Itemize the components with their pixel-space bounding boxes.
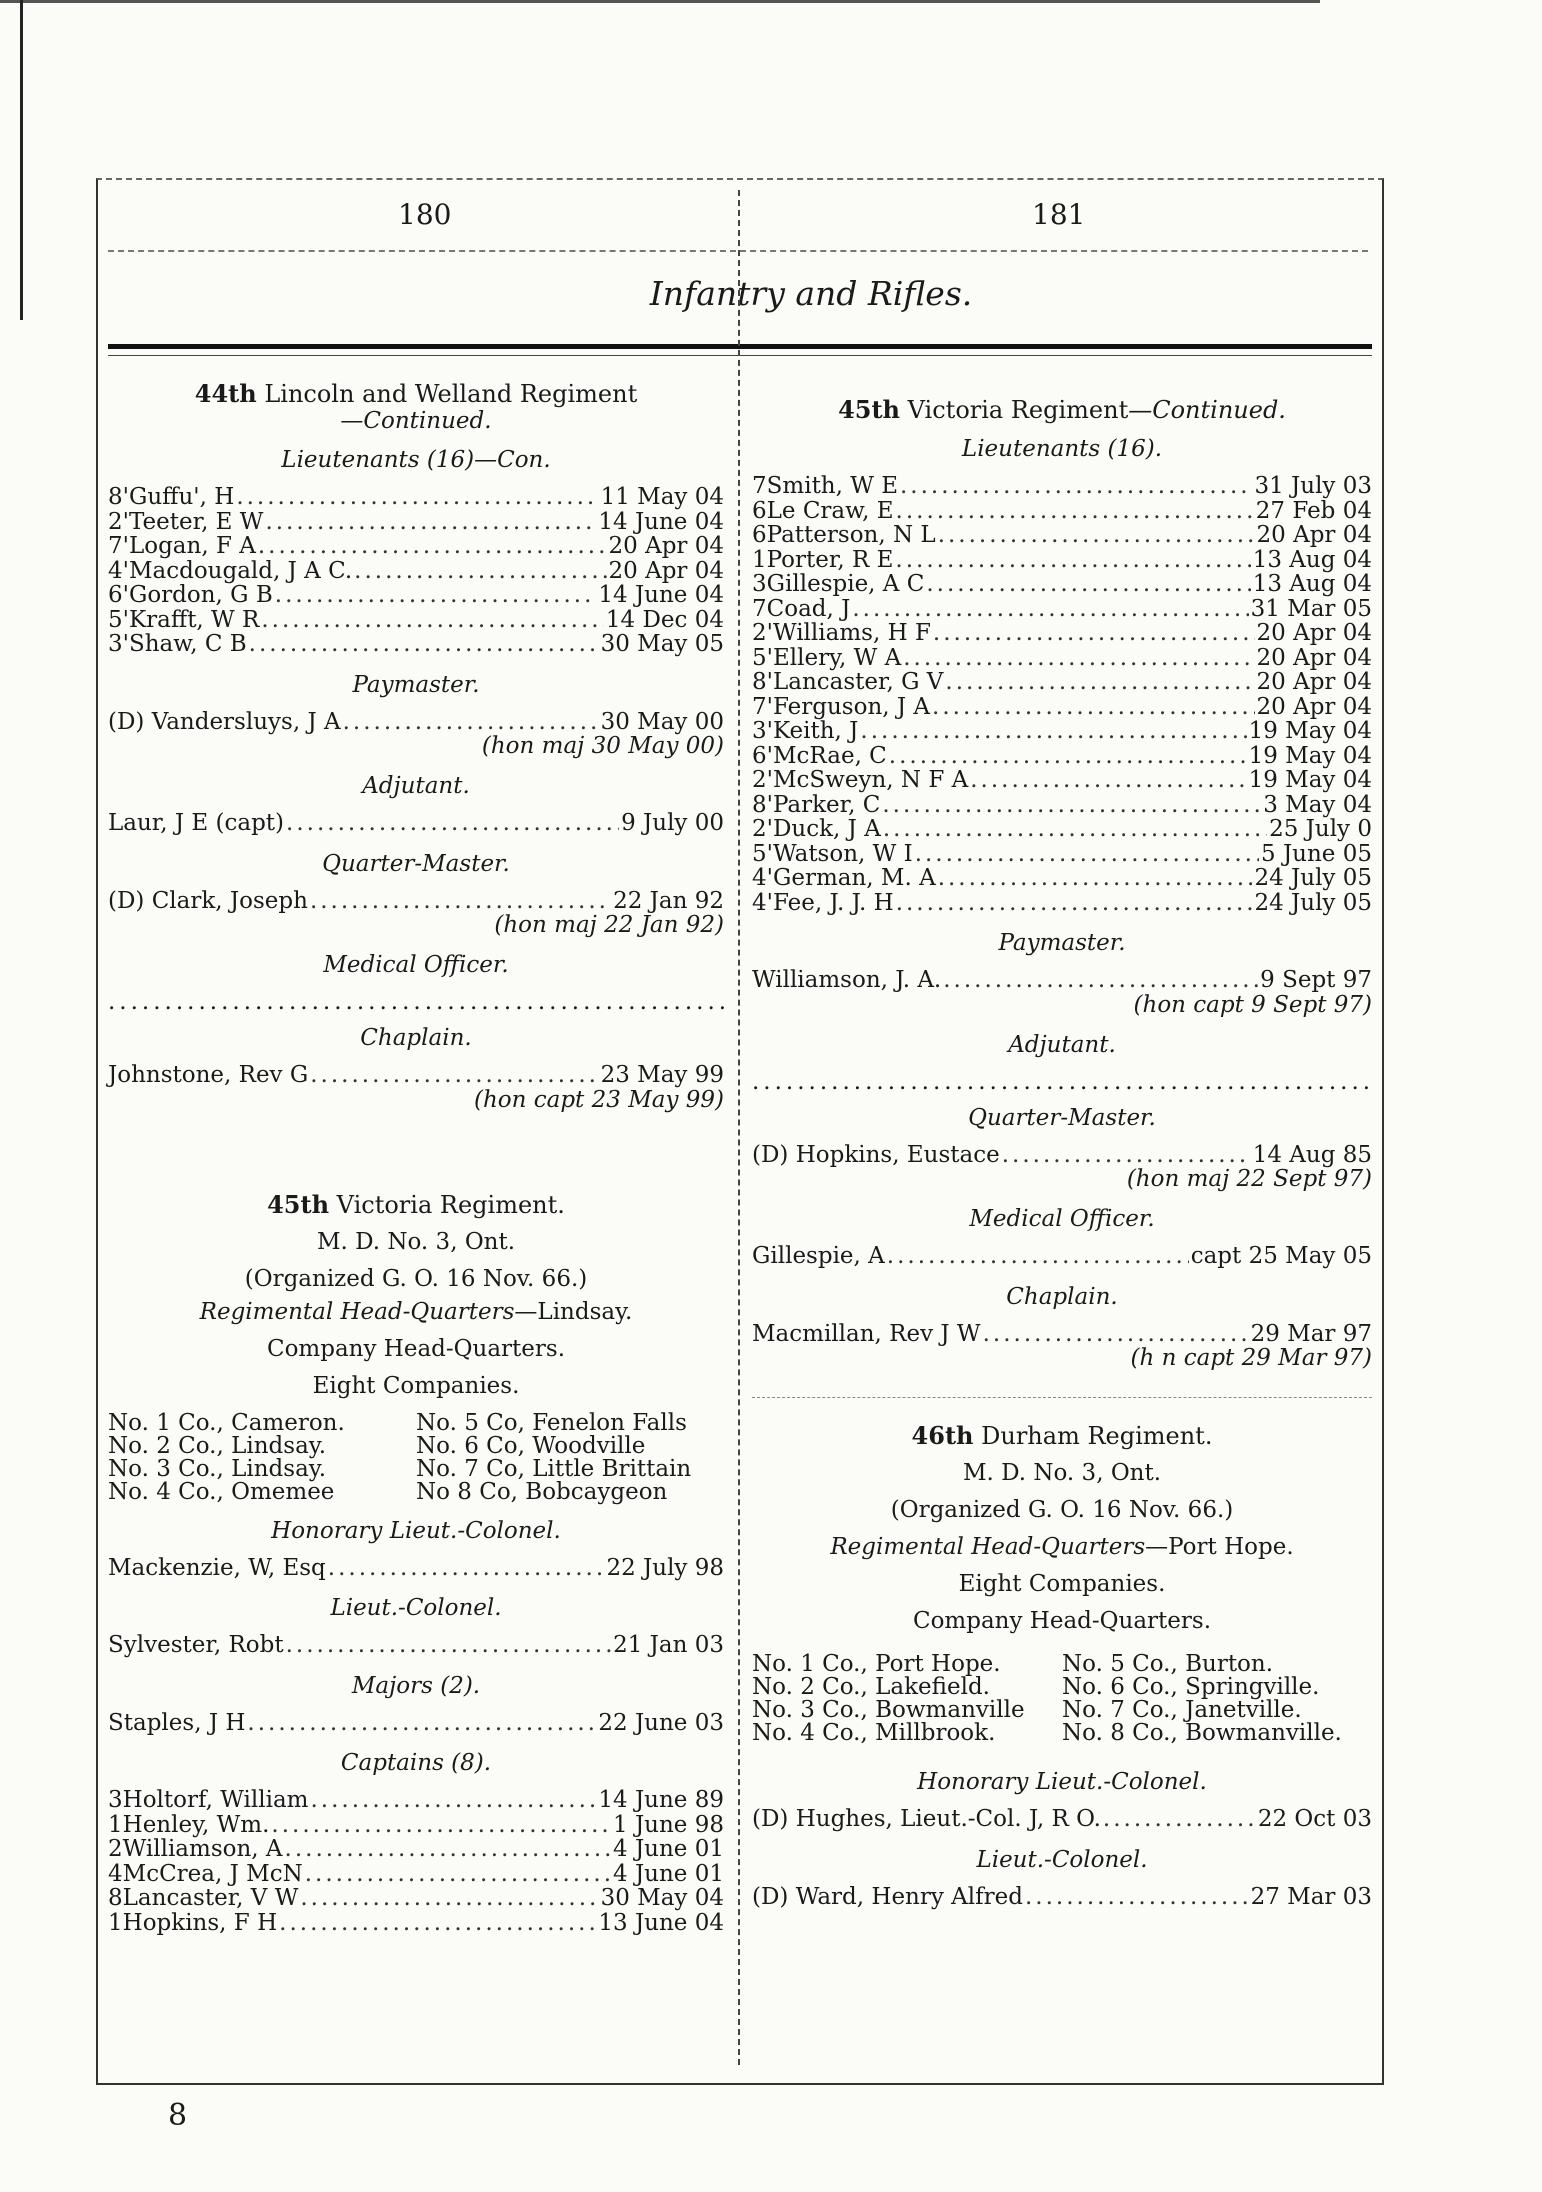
entry-name: 'Duck, J A [766, 816, 881, 842]
company-number: 2 [108, 1836, 123, 1862]
list-row [752, 595, 1372, 623]
entry-name: 'Lancaster, G V [766, 669, 944, 695]
company-number: 2 [752, 767, 767, 793]
company-number: 8 [108, 1885, 123, 1911]
reg45c-medical-heading: Medical Officer. [969, 1206, 1155, 1232]
left-column [108, 379, 724, 1936]
reg44-paymaster-heading: Paymaster. [352, 671, 480, 698]
reg44-chaplain-sub: (hon capt 23 May 99) [473, 1086, 724, 1113]
company-entry: No. 5 Co., Burton. [1062, 1651, 1274, 1677]
entry-date: 25 July 0 [1269, 816, 1372, 842]
reg45-majors-heading: Majors (2). [351, 1672, 481, 1699]
entry-date: 23 May 99 [600, 1062, 724, 1088]
entry-name: Mackenzie, W, Esq [108, 1554, 326, 1581]
company-entry: No. 1 Co., Cameron. [108, 1409, 345, 1436]
company-number: 3 [752, 571, 767, 597]
entry-name: 'McRae, C [766, 742, 887, 769]
reg45-captains-list [108, 1789, 724, 1936]
list-row [752, 791, 1372, 819]
entry-name: Laur, J E (capt) [108, 810, 285, 836]
entry-name: McCrea, J McN [122, 1860, 303, 1887]
company-number: 7 [108, 533, 123, 559]
company-number: 5 [108, 606, 123, 633]
entry-date: 13 Aug 04 [1252, 546, 1372, 573]
entry-date: 27 Feb 04 [1255, 497, 1372, 524]
list-row [752, 573, 1372, 598]
list-row [108, 1909, 724, 1937]
company-number: 5 [752, 644, 767, 671]
reg45c-name: Victoria Regiment [907, 396, 1129, 424]
entry-name: 'Krafft, W R [122, 606, 260, 633]
entry-name: 'Shaw, C B [122, 631, 247, 657]
list-row [108, 584, 724, 609]
company-entry: No. 2 Co., Lakefield. [752, 1674, 990, 1700]
entry-date: 31 July 03 [1254, 473, 1372, 499]
list-row [108, 1860, 724, 1888]
entry-name: 'German, M. A [766, 865, 936, 891]
list-row [108, 557, 724, 585]
entry-name: 'Guffu', H [122, 484, 235, 510]
entry-name: Gillespie, A [752, 1243, 885, 1269]
list-row [108, 1789, 724, 1814]
entry-date: 20 Apr 04 [1256, 620, 1372, 646]
entry-name: 'Parker, C [766, 791, 881, 818]
list-row [752, 742, 1372, 770]
entry-date: 14 June 04 [598, 508, 724, 535]
entry-name: (D) Ward, Henry Alfred [752, 1883, 1023, 1910]
list-row [752, 867, 1372, 892]
company-entry: No. 2 Co., Lindsay. [108, 1432, 327, 1459]
reg46-number: 46th [911, 1421, 974, 1450]
reg46-company-hq: Company Head-Quarters. [912, 1608, 1212, 1634]
reg45-lc-heading: Lieut.-Colonel. [330, 1595, 502, 1621]
reg45-hon-lc-row [108, 1554, 724, 1582]
company-number: 2 [752, 620, 767, 646]
list-row [752, 524, 1372, 549]
page-number-left: 180 [398, 198, 452, 231]
list-row [108, 1838, 724, 1863]
entry-date: 5 June 05 [1261, 840, 1372, 867]
entry-date: 9 July 00 [621, 810, 724, 836]
company-entry: No. 4 Co., Omemee [108, 1478, 335, 1505]
list-row [108, 606, 724, 634]
entry-name: Holtorf, William [122, 1787, 309, 1813]
list-row [752, 475, 1372, 500]
entry-date: 14 Aug 85 [1252, 1141, 1372, 1168]
reg44-continued: —Continued. [340, 408, 492, 434]
entry-date: 30 May 04 [600, 1885, 724, 1911]
reg45c-chaplain-heading: Chaplain. [1006, 1283, 1118, 1310]
reg44-number: 44th [194, 379, 257, 408]
list-row [752, 889, 1372, 917]
company-entry: No. 1 Co., Port Hope. [752, 1651, 1001, 1677]
entry-name: Williamson, A [122, 1836, 283, 1862]
company-entry: No. 6 Co., Springville. [1062, 1674, 1320, 1700]
reg45c-adjutant-blank [752, 1071, 1372, 1091]
entry-name: Porter, R E [766, 546, 894, 573]
reg45c-paymaster-sub: (hon capt 9 Sept 97) [1133, 991, 1372, 1018]
reg45-captains-heading: Captains (8). [340, 1750, 492, 1776]
entry-date: 20 Apr 04 [1256, 522, 1372, 548]
reg44-lieutenants-list [108, 486, 724, 658]
reg46-hon-lc-heading: Honorary Lieut.-Colonel. [917, 1769, 1207, 1795]
list-row [108, 1709, 724, 1737]
entry-date: 20 Apr 04 [1256, 693, 1372, 720]
entry-date: 31 Mar 05 [1250, 595, 1372, 622]
column-divider [738, 190, 741, 2065]
entry-name: Smith, W E [766, 473, 898, 499]
list-row [752, 622, 1372, 647]
reg46-name: Durham Regiment. [981, 1422, 1213, 1450]
reg45c-qm-sub: (hon maj 22 Sept 97) [1126, 1166, 1372, 1192]
entry-date: 20 Apr 04 [608, 533, 724, 559]
entry-date: 4 June 01 [613, 1836, 724, 1862]
entry-date: 29 Mar 97 [1250, 1320, 1372, 1347]
company-number: 2 [108, 508, 123, 535]
entry-date: 1 June 98 [613, 1811, 724, 1838]
top-scan-line [0, 0, 1320, 3]
reg45c-chaplain-row [752, 1320, 1372, 1348]
entry-name: 'Ferguson, J A [766, 693, 931, 720]
reg44-qm-row [108, 887, 724, 915]
reg45c-lieutenants-list [752, 475, 1372, 916]
entry-name: Williamson, J. A. [752, 967, 942, 993]
company-entry: No. 7 Co., Janetville. [1062, 1697, 1302, 1723]
company-entry: No 8 Co, Bobcaygeon [416, 1478, 668, 1505]
reg45-lc-row [108, 1634, 724, 1659]
company-entry: No. 3 Co., Bowmanville [752, 1697, 1025, 1723]
entry-date: 11 May 04 [600, 484, 724, 510]
entry-date: 22 July 98 [606, 1554, 724, 1581]
hq-place: —Lindsay. [514, 1298, 633, 1325]
reg44-paymaster-sub: (hon maj 30 May 00) [481, 733, 724, 759]
company-number: 6 [108, 582, 123, 608]
list-row [752, 644, 1372, 672]
reg45c-qm-row [752, 1141, 1372, 1169]
reg46-md: M. D. No. 3, Ont. [962, 1460, 1162, 1486]
reg45-name: Victoria Regiment. [336, 1190, 565, 1219]
list-row [752, 693, 1372, 721]
entry-date: 20 Apr 04 [1256, 669, 1372, 695]
entry-date: 14 June 89 [598, 1787, 724, 1813]
company-number: 2 [752, 816, 767, 842]
list-row [108, 1811, 724, 1839]
left-scan-bar [20, 0, 23, 320]
entry-date: 19 May 04 [1248, 767, 1372, 793]
company-number: 4 [108, 557, 123, 584]
reg46-organized: (Organized G. O. 16 Nov. 66.) [890, 1497, 1234, 1523]
entry-date: 19 May 04 [1248, 718, 1372, 744]
entry-date: 30 May 00 [600, 708, 724, 735]
company-number: 6 [752, 497, 767, 524]
entry-name: (D) Hopkins, Eustace [752, 1141, 1000, 1168]
reg45-organized: (Organized G. O. 16 Nov. 66.) [244, 1265, 588, 1292]
reg45c-continued: —Continued. [1128, 396, 1286, 424]
reg44-title [108, 379, 724, 408]
entry-date: 20 Apr 04 [608, 557, 724, 584]
entry-name: (D) Hughes, Lieut.-Col. J, R O. [752, 1806, 1101, 1832]
company-number: 7 [752, 595, 767, 622]
entry-date: capt 25 May 05 [1190, 1243, 1372, 1269]
entry-name: Johnstone, Rev G [108, 1062, 309, 1088]
company-number: 4 [752, 865, 767, 891]
reg45c-paymaster-row [752, 969, 1372, 994]
reg44-paymaster-row [108, 708, 724, 736]
list-row [752, 818, 1372, 843]
list-row [108, 633, 724, 658]
reg46-companies-label: Eight Companies. [958, 1571, 1166, 1597]
reg45c-adjutant-heading: Adjutant. [1008, 1031, 1116, 1058]
entry-name: Coad, J [766, 595, 851, 622]
reg44-qm-heading: Quarter-Master. [322, 850, 510, 877]
reg44-qm-sub: (hon maj 22 Jan 92) [494, 912, 724, 938]
reg46-companies-grid [752, 1653, 1372, 1745]
reg46-lc-row [752, 1883, 1372, 1911]
reg45-md: M. D. No. 3, Ont. [316, 1228, 516, 1255]
entry-name: Patterson, N L [766, 522, 936, 548]
entry-date: 13 Aug 04 [1252, 571, 1372, 597]
reg45-companies-grid [108, 1409, 724, 1505]
reg44-medical-heading: Medical Officer. [323, 952, 509, 978]
entry-name: 'Fee, J. J. H [766, 889, 894, 916]
entry-name: Gillespie, A C [766, 571, 925, 597]
entry-name: Henley, Wm. [122, 1811, 270, 1838]
entry-date: 14 June 04 [598, 582, 724, 608]
reg45-number: 45th [267, 1189, 330, 1219]
entry-name: 'Williams, H F [766, 620, 931, 646]
reg44-adjutant-heading: Adjutant. [362, 773, 470, 799]
reg46-title [752, 1421, 1372, 1450]
entry-name: 'McSweyn, N F A [766, 767, 969, 793]
company-entry: No. 8 Co., Bowmanville. [1062, 1720, 1342, 1746]
entry-date: 24 July 05 [1254, 865, 1372, 891]
company-number: 4 [752, 889, 767, 916]
reg45c-medical-row [752, 1245, 1372, 1270]
entry-date: 21 Jan 03 [613, 1632, 724, 1658]
company-number: 8 [752, 791, 767, 818]
reg45c-number: 45th [838, 395, 900, 424]
hq-label: Regimental Head-Quarters [830, 1534, 1146, 1560]
entry-date: 20 Apr 04 [1256, 644, 1372, 671]
reg46-hq [752, 1536, 1372, 1559]
company-number: 3 [752, 718, 767, 744]
entry-name: 'Teeter, E W [122, 508, 264, 535]
entry-date: 22 Jan 92 [613, 887, 724, 914]
reg44-name: Lincoln and Welland Regiment [264, 380, 638, 408]
company-number: 8 [108, 484, 123, 510]
entry-name: 'Logan, F A [122, 533, 256, 559]
reg45-hon-lc-heading: Honorary Lieut.-Colonel. [271, 1517, 561, 1544]
reg45-majors-list [108, 1709, 724, 1737]
company-number: 1 [108, 1811, 123, 1838]
entry-date: 22 Oct 03 [1257, 1806, 1372, 1832]
list-row [108, 508, 724, 536]
reg45c-chaplain-sub: (h n capt 29 Mar 97) [1130, 1345, 1372, 1371]
reg44-medical-blank [108, 991, 724, 1011]
company-number: 7 [752, 473, 767, 499]
company-entry: No. 4 Co., Millbrook. [752, 1720, 996, 1746]
reg44-chaplain-heading: Chaplain. [360, 1025, 472, 1051]
entry-name: (D) Vandersluys, J A [108, 708, 341, 735]
entry-date: 13 June 04 [598, 1909, 724, 1936]
entry-date: 27 Mar 03 [1250, 1883, 1372, 1910]
entry-name: Hopkins, F H [122, 1909, 278, 1936]
company-number: 3 [108, 1787, 123, 1813]
list-row [108, 1887, 724, 1912]
right-column [752, 395, 1372, 1910]
entry-name: 'Gordon, G B [122, 582, 273, 608]
section-separator [752, 1371, 1372, 1398]
list-row [108, 535, 724, 560]
reg45-hq [108, 1298, 724, 1325]
entry-name: Le Craw, E [766, 497, 894, 524]
footer-mark: 8 [168, 2098, 188, 2133]
company-number: 5 [752, 840, 767, 867]
entry-date: 14 Dec 04 [605, 606, 724, 633]
list-row [752, 720, 1372, 745]
list-row [752, 671, 1372, 696]
reg44-adjutant-row [108, 812, 724, 837]
reg45-title [108, 1189, 724, 1219]
entry-date: 4 June 01 [613, 1860, 724, 1887]
company-entry: No. 5 Co, Fenelon Falls [416, 1409, 687, 1436]
entry-name: 'Watson, W I [766, 840, 913, 867]
entry-name: Lancaster, V W [122, 1885, 299, 1911]
list-row [752, 546, 1372, 574]
reg45c-lieut-heading: Lieutenants (16). [961, 436, 1163, 462]
reg46-hon-lc-row [752, 1808, 1372, 1833]
company-entry: No. 6 Co, Woodville [416, 1432, 646, 1459]
reg45c-qm-heading: Quarter-Master. [968, 1104, 1156, 1131]
entry-name: 'Macdougald, J A C. [122, 557, 353, 584]
company-number: 7 [752, 693, 767, 720]
reg45-company-hq: Company Head-Quarters. [266, 1335, 566, 1362]
hq-place: —Port Hope. [1145, 1534, 1294, 1560]
entry-name: 'Ellery, W A [766, 644, 902, 671]
reg44-lieut-heading: Lieutenants (16)—Con. [281, 447, 551, 473]
entry-date: 22 June 03 [598, 1709, 724, 1736]
running-title: Infantry and Rifles. [649, 274, 973, 313]
entry-name: Macmillan, Rev J W [752, 1320, 981, 1347]
company-entry: No. 3 Co., Lindsay. [108, 1455, 327, 1482]
company-number: 4 [108, 1860, 123, 1887]
entry-date: 9 Sept 97 [1260, 967, 1372, 993]
entry-name: 'Keith, J [766, 718, 859, 744]
reg45c-title [752, 395, 1372, 424]
company-entry: No. 7 Co, Little Brittain [416, 1455, 692, 1482]
entry-name: Staples, J H [108, 1709, 246, 1736]
page-number-right: 181 [1032, 198, 1086, 231]
entry-date: 3 May 04 [1263, 791, 1372, 818]
reg45-companies-label: Eight Companies. [312, 1372, 520, 1399]
reg46-lc-heading: Lieut.-Colonel. [976, 1846, 1148, 1873]
entry-date: 30 May 05 [600, 631, 724, 657]
company-number: 1 [108, 1909, 123, 1936]
entry-date: 24 July 05 [1254, 889, 1372, 916]
list-row [752, 769, 1372, 794]
hq-label: Regimental Head-Quarters [199, 1298, 515, 1325]
entry-name: Sylvester, Robt [108, 1632, 284, 1658]
company-number: 6 [752, 742, 767, 769]
company-number: 3 [108, 631, 123, 657]
company-number: 8 [752, 669, 767, 695]
reg44-chaplain-row [108, 1064, 724, 1089]
entry-date: 19 May 04 [1248, 742, 1372, 769]
company-number: 6 [752, 522, 767, 548]
list-row [108, 486, 724, 511]
entry-name: (D) Clark, Joseph [108, 887, 308, 914]
reg45c-paymaster-heading: Paymaster. [998, 930, 1126, 956]
list-row [752, 840, 1372, 868]
list-row [752, 497, 1372, 525]
company-number: 1 [752, 546, 767, 573]
